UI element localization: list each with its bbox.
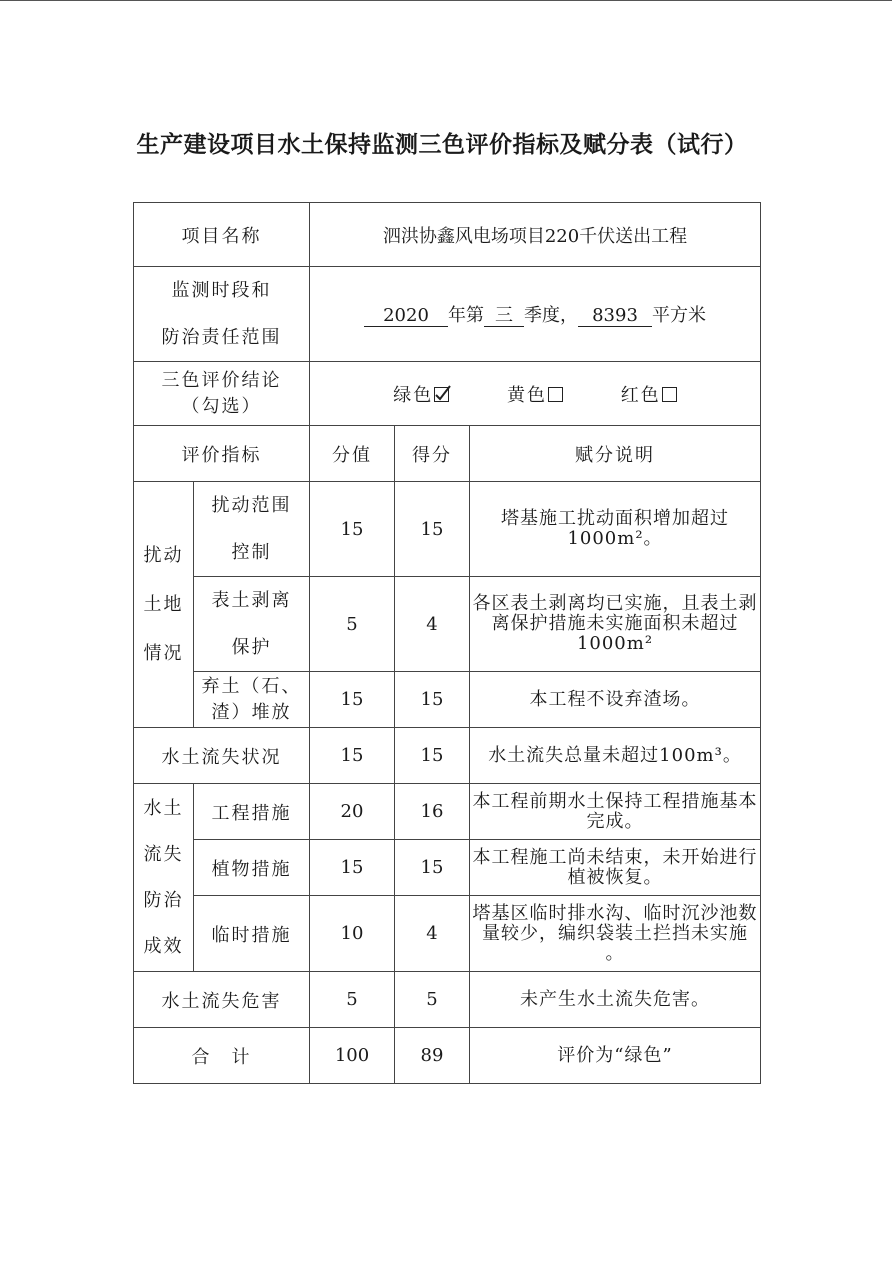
checkmark-icon [434,384,452,402]
score-got: 15 [395,482,470,577]
table-row [134,728,761,784]
score-explanation: 未产生水土流失危害。 [470,972,761,1028]
score-got: 4 [395,896,470,972]
table-row [134,784,761,840]
indicator-name-line1: 扰动范围 [211,495,292,516]
period-label-line1: 监测时段和 [171,280,272,301]
score-explanation: 本工程前期水土保持工程措施基本完成。 [470,784,761,840]
score-explanation: 塔基区临时排水沟、临时沉沙池数量较少，编织袋装土拦挡未实施 。 [470,896,761,972]
score-got: 16 [395,784,470,840]
score-value: 15 [310,672,395,728]
document-title: 生产建设项目水土保持监测三色评价指标及赋分表（试行） [136,132,748,158]
score-value: 5 [310,577,395,672]
total-row [134,1028,761,1084]
option-yellow [507,381,563,407]
period-year-suffix: 年第 [448,305,484,326]
table-row [134,577,761,672]
total-label: 合 计 [134,1028,310,1084]
total-value: 100 [310,1028,395,1084]
period-quarter: 三 [484,306,524,327]
indicator-name-line1: 表土剥离 [211,590,292,611]
total-explanation: 评价为“绿色” [470,1028,761,1084]
table-row [134,896,761,972]
conclusion-label-line2: （勾选） [181,395,262,417]
score-value: 15 [310,482,395,577]
indicator-name: 工程措施 [194,784,310,840]
score-got: 5 [395,972,470,1028]
conclusion-label-line1: 三色评价结论 [161,369,282,391]
project-label: 项目名称 [134,203,310,267]
group-effect-line3: 防治 [143,889,184,911]
group-disturb-line3: 情况 [143,643,184,664]
indicator-name [194,577,310,672]
indicator-name: 植物措施 [194,840,310,896]
table-row [134,672,761,728]
period-value [310,267,761,362]
option-red-checkbox[interactable] [662,387,677,402]
option-yellow-checkbox[interactable] [548,387,563,402]
score-explanation: 水土流失总量未超过100m³。 [470,728,761,784]
group-disturb-line2: 土地 [143,594,184,615]
score-explanation: 本工程施工尚未结束，未开始进行植被恢复。 [470,840,761,896]
score-value: 20 [310,784,395,840]
option-green-label: 绿色 [393,384,434,406]
score-got: 15 [395,840,470,896]
evaluation-table [133,202,761,1084]
score-value: 15 [310,840,395,896]
table-row [134,482,761,577]
conclusion-label [134,362,310,426]
indicator-name [194,482,310,577]
indicator-name: 临时措施 [194,896,310,972]
score-explanation: 各区表土剥离均已实施，且表土剥离保护措施未实施面积未超过1000m² [470,577,761,672]
period-area-suffix: 平方米 [652,305,706,326]
option-green-checkbox[interactable] [434,387,449,402]
indicator-name-line2: 保护 [231,637,272,658]
group-disturb [134,482,194,728]
group-effect-line4: 成效 [143,935,184,957]
conclusion-row [134,362,761,426]
score-value: 5 [310,972,395,1028]
group-disturb-line1: 扰动 [143,545,184,566]
indicator-name: 水土流失状况 [134,728,310,784]
total-score: 89 [395,1028,470,1084]
indicator-name: 水土流失危害 [134,972,310,1028]
conclusion-options [310,362,761,426]
period-quarter-suffix: 季度， [524,305,578,326]
period-label [134,267,310,362]
option-red-label: 红色 [620,384,661,406]
group-effect [134,784,194,972]
indicator-name-line2: 渣）堆放 [211,701,292,723]
table-row [134,840,761,896]
table-row [134,972,761,1028]
indicator-name-line2: 控制 [231,542,272,563]
score-explanation: 本工程不设弃渣场。 [470,672,761,728]
indicator-name-line1: 弃土（石、 [201,675,302,697]
project-row [134,203,761,267]
score-got: 4 [395,577,470,672]
group-effect-line1: 水土 [143,797,184,819]
score-got: 15 [395,672,470,728]
group-effect-line2: 流失 [143,843,184,865]
period-label-line2: 防治责任范围 [161,327,282,348]
header-score-value: 分值 [310,426,395,482]
score-got: 15 [395,728,470,784]
header-explanation: 赋分说明 [470,426,761,482]
period-row [134,267,761,362]
header-indicator: 评价指标 [134,426,310,482]
project-value: 泗洪协鑫风电场项目220千伏送出工程 [310,203,761,267]
option-yellow-label: 黄色 [507,384,547,406]
top-border-line [0,0,892,1]
indicator-name [194,672,310,728]
header-row [134,426,761,482]
period-year: 2020 [364,306,448,327]
score-explanation: 塔基施工扰动面积增加超过1000m²。 [470,482,761,577]
option-green [393,381,449,407]
option-red [621,381,677,407]
period-area: 8393 [578,306,652,327]
score-value: 15 [310,728,395,784]
header-score-got: 得分 [395,426,470,482]
score-value: 10 [310,896,395,972]
